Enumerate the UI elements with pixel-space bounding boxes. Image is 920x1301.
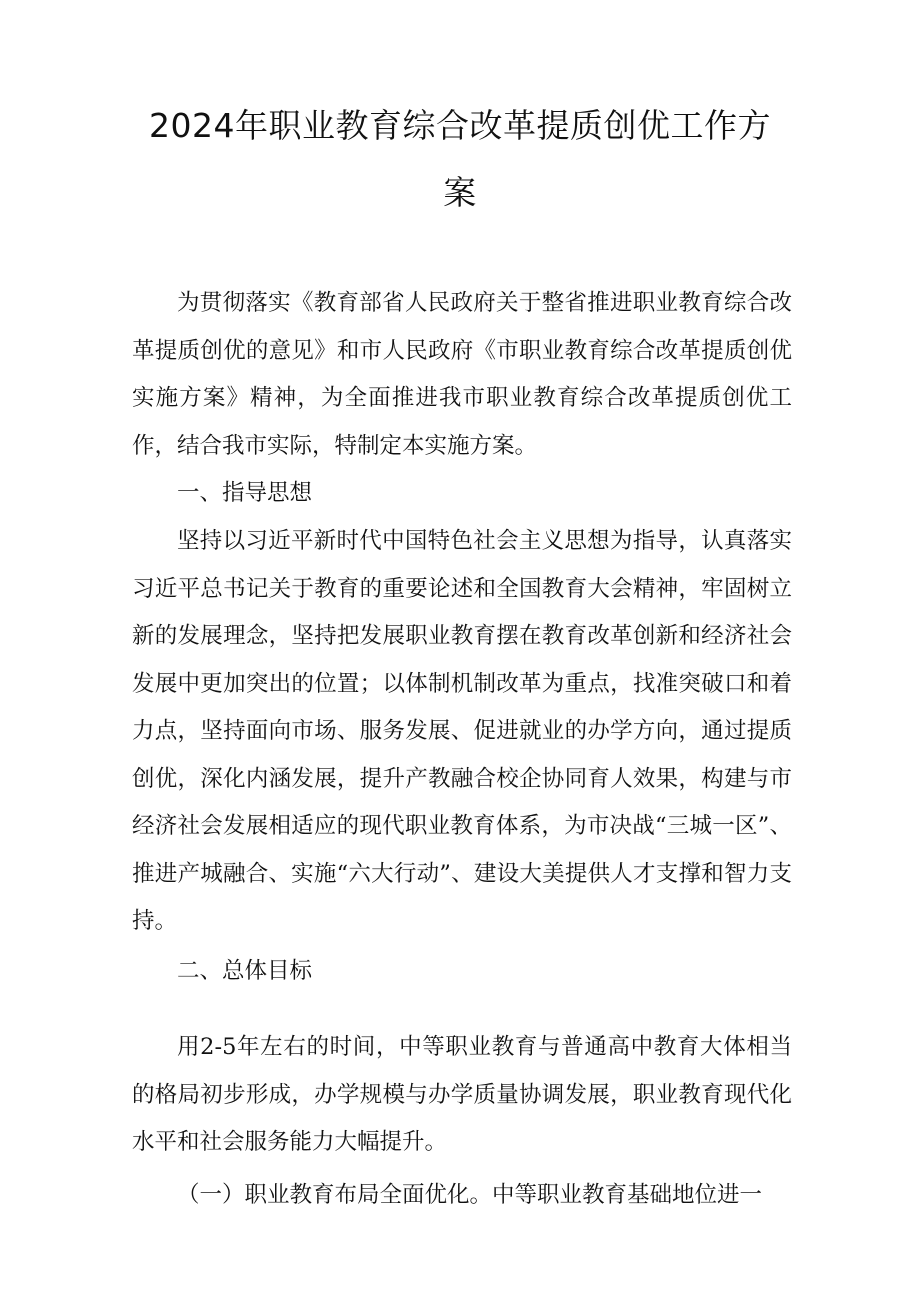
document-title-line-1: 2024年职业教育综合改革提质创优工作方 [149, 106, 771, 145]
guiding-ideology-paragraph: 坚持以习近平新时代中国特色社会主义思想为指导，认真落实习近平总书记关于教育的重要论述和全国教育大会精神，牢固树立新的发展理念，坚持把发展职业教育摆在教育改革创新和经济社会发展中更加突出的位置；以体制机制改革为重点，找准突破口和着力点，坚持面向市场、服务发展、促进就业的办学方向，通过提质创优，深化内涵发展，提升产教融合校企协同育人效果，构建与市经济社会发展相适应的现代职业教育体系，为市决战“三城一区”、推进产城融合、实施“六大行动”、建设大美提供人才支撑和智力支持。 [132, 528, 792, 934]
overall-goals-paragraph: 用2-5年左右的时间，中等职业教育与普通高中教育大体相当的格局初步形成，办学规模与办学质量协调发展，职业教育现代化水平和社会服务能力大幅提升。 [132, 1034, 792, 1155]
intro-paragraph: 为贯彻落实《教育部省人民政府关于整省推进职业教育综合改革提质创优的意见》和市人民政府《市职业教育综合改革提质创优实施方案》精神，为全面推进我市职业教育综合改革提质创优工作，结合我市实际，特制定本实施方案。 [132, 290, 792, 459]
item-1-paragraph: （一）职业教育布局全面优化。中等职业教育基础地位进一 [177, 1182, 763, 1208]
document-title-line-2: 案 [443, 173, 477, 212]
section-heading-overall-goals: 二、总体目标 [177, 958, 313, 984]
section-heading-guiding-ideology: 一、指导思想 [177, 480, 313, 506]
